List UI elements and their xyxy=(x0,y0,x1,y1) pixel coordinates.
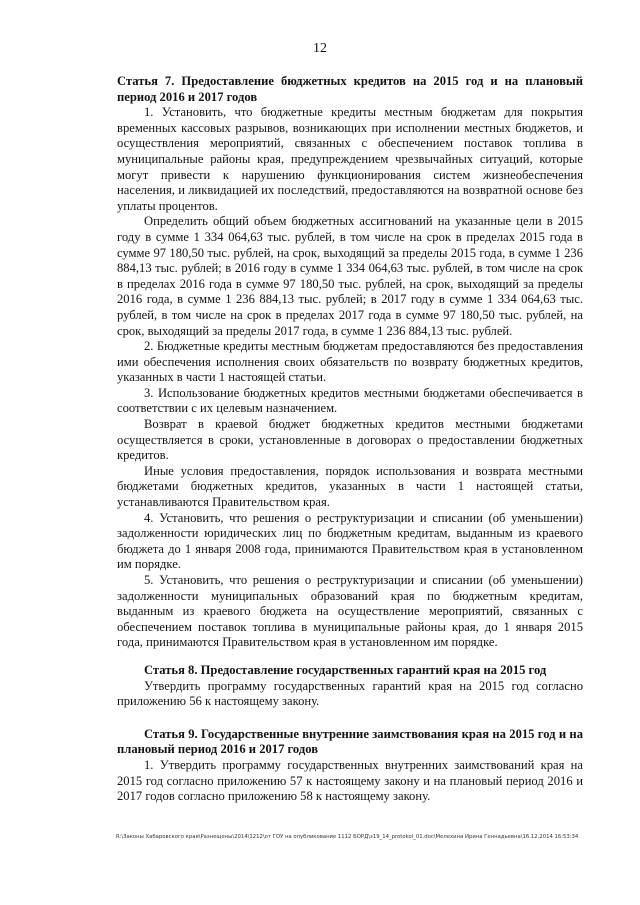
paragraph: 1. Утвердить программу государственных внутренних заимствований края на 2015 год согласно приложению 57 к настоящему закону и на плановый период 2016 и 2017 годов согласно приложению 58 к настоящему закону. xyxy=(117,757,583,804)
page-number: 12 xyxy=(313,41,327,56)
article-heading: Статья 7. Предоставление бюджетных кредитов на 2015 год и на плановый период 2016 и 2017 годов xyxy=(117,74,583,104)
document-body xyxy=(117,74,583,805)
paragraph: Иные условия предоставления, порядок использования и возврата местными бюджетами бюджетных кредитов, указанных в части 1 настоящей статьи, устанавливаются Правительством края. xyxy=(117,463,583,510)
paragraph: 4. Установить, что решения о реструктуризации и списании (об уменьшении) задолженности юридических лиц по бюджетным кредитам, выданным из краевого бюджета до 1 января 2008 года, принимаются Правительством края в установленном им порядке. xyxy=(117,510,583,572)
article-8 xyxy=(117,663,583,710)
paragraph: 5. Установить, что решения о реструктуризации и списании (об уменьшении) задолженности муниципальных образований края по бюджетным кредитам, выданным из краевого бюджета на осуществление мероприятий, связанных с обеспечением поставок топлива в муниципальные районы края, до 1 января 2015 года, принимаются Правительством края в установленном им порядке. xyxy=(117,573,583,650)
section-spacer xyxy=(117,651,583,663)
article-7 xyxy=(117,74,583,651)
article-9 xyxy=(117,727,583,805)
footer-file-path: R:\Законы Хабаровского края\Разнещены\2014\1212\от ГОУ на опубликование 1112 БОРД\з19_14_protokol_01.doc\Мелехина Ирина Геннадьевна\16.12.2014 16:53:34 xyxy=(116,834,579,840)
section-spacer xyxy=(117,710,583,727)
paragraph: 2. Бюджетные кредиты местным бюджетам предоставляются без предоставления ими обеспечения исполнения своих обязательств по возврату бюджетных кредитов, указанных в части 1 настоящей статьи. xyxy=(117,339,583,385)
paragraph: 3. Использование бюджетных кредитов местными бюджетами обеспечивается в соответствии с их целевым назначением. xyxy=(117,385,583,416)
article-heading: Статья 8. Предоставление государственных гарантий края на 2015 год xyxy=(144,662,547,677)
paragraph: Возврат в краевой бюджет бюджетных кредитов местными бюджетами осуществляется в сроки, установленные в договорах о предоставлении бюджетных кредитов. xyxy=(117,417,583,463)
paragraph: Утвердить программу государственных гарантий края на 2015 год согласно приложению 56 к настоящему закону. xyxy=(117,678,583,709)
paragraph: 1. Установить, что бюджетные кредиты местным бюджетам для покрытия временных кассовых разрывов, возникающих при исполнении местных бюджетов, и осуществления мероприятий, связанных с обеспечением поставок топлива в муниципальные районы края, предупреждением чрезвычайных ситуаций, которые могут привести к нарушению функционирования систем жизнеобеспечения населения, и ликвидацией их последствий, предоставляются на возвратной основе без уплаты процентов. xyxy=(117,105,583,213)
paragraph: Определить общий объем бюджетных ассигнований на указанные цели в 2015 году в сумме 1 334 064,63 тыс. рублей, в том числе на срок в пределах 2015 года в сумме 97 180,50 тыс. рублей, на срок, выходящий за пределы 2015 года, в сумме 1 236 884,13 тыс. рублей; в 2016 году в сумме 1 334 064,63 тыс. рублей, в том числе на срок в пределах 2016 года в сумме 97 180,50 тыс. рублей, на срок, выходящий за пределы 2016 года, в сумме 1 236 884,13 тыс. рублей; в 2017 году в сумме 1 334 064,63 тыс. рублей, в том числе на срок в пределах 2017 года в сумме 97 180,50 тыс. рублей, на срок, выходящий за пределы 2017 года, в сумме 1 236 884,13 тыс. рублей. xyxy=(117,214,583,338)
article-heading: Статья 9. Государственные внутренние заимствования края на 2015 год и на плановый период 2016 и 2017 годов xyxy=(117,726,583,757)
